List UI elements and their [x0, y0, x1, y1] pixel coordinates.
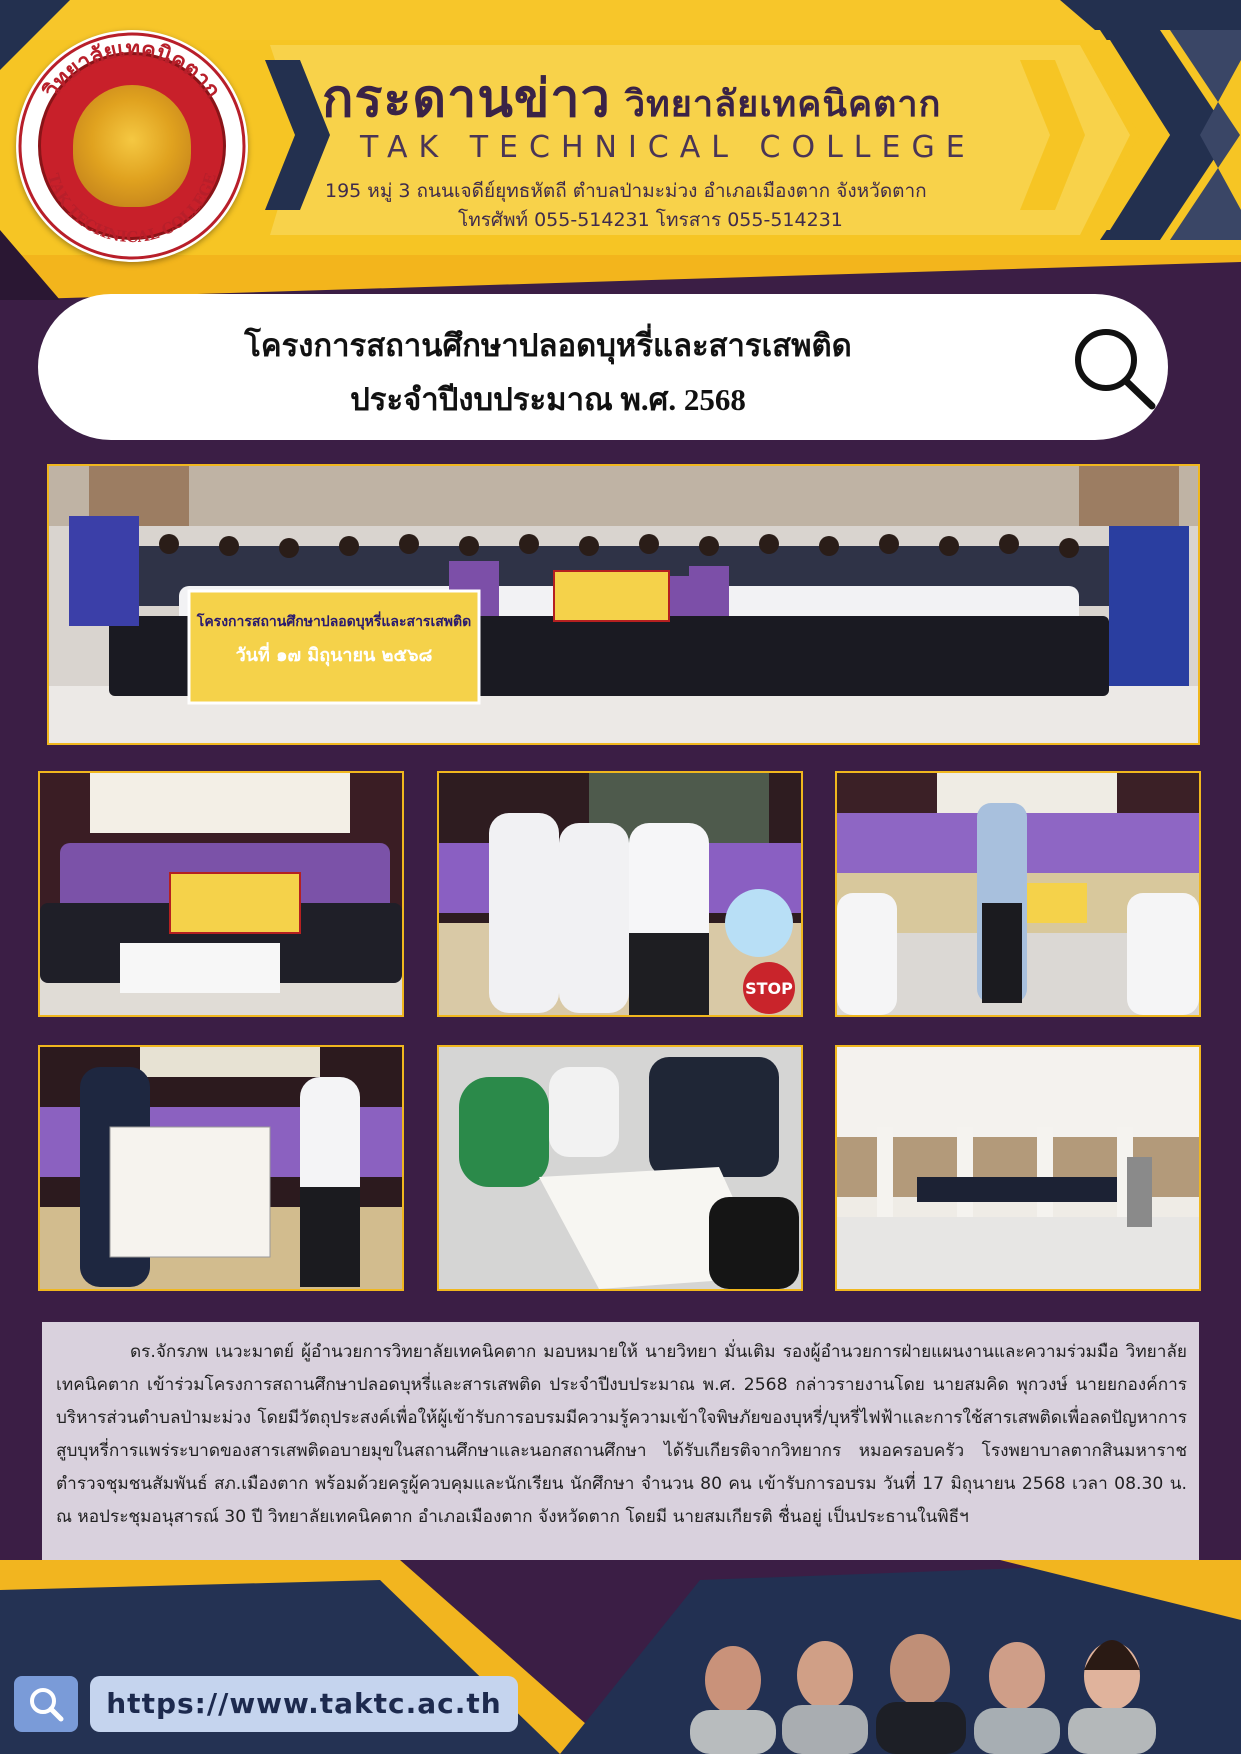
photo-poster-present — [38, 1045, 404, 1291]
svg-text:วิทยาลัยเทคนิคตาก — [39, 37, 225, 104]
search-icon — [1068, 324, 1158, 414]
banner-text-1: โครงการสถานศึกษาปลอดบุหรี่และสารเสพติด — [196, 614, 472, 630]
college-address: 195 หมู่ 3 ถนนเจดีย์ยุทธหัตถี ตำบลป่ามะม่วง อำเภอเมืองตาก จังหวัดตาก — [325, 180, 927, 202]
article-body — [42, 1322, 1199, 1570]
logo-ring-text — [16, 30, 248, 262]
college-name-en: TAK TECHNICAL COLLEGE — [360, 130, 976, 165]
footer-search-button[interactable] — [14, 1676, 78, 1732]
website-link[interactable] — [90, 1676, 518, 1732]
photo-scene — [837, 773, 1199, 1015]
header-banner — [0, 0, 1241, 300]
photo-speaker — [835, 771, 1201, 1017]
banner-text-2: วันที่ ๑๗ มิถุนายน ๒๕๖๘ — [235, 645, 433, 666]
search-icon — [14, 1676, 78, 1732]
photo-scene — [439, 1047, 801, 1289]
photo-group-work — [437, 1045, 803, 1291]
photo-group-small — [38, 771, 404, 1017]
footer — [0, 1560, 1241, 1754]
board-title-th: กระดานข่าว — [322, 69, 611, 129]
headline-pill — [38, 294, 1168, 440]
photo-scene — [40, 1047, 402, 1289]
svg-text:TAK TECHNICAL COLLEGE — [44, 171, 220, 246]
photo-role-play — [437, 771, 803, 1017]
website-url: https://www.taktc.ac.th — [106, 1687, 502, 1720]
college-name-th: วิทยาลัยเทคนิคตาก — [624, 84, 942, 125]
article-text: ดร.จักรภพ เนวะมาตย์ ผู้อำนวยการวิทยาลัยเทคนิคตาก มอบหมายให้ นายวิทยา มั่นเติม รองผู้อำนวยการฝ่ายแผนงานและความร่วมมือ วิทยาลัยเทคนิคตาก เข้าร่วมโครงการสถานศึกษาปลอดบุหรี่และสารเสพติด ประจำปีงบประมาณ พ.ศ. 2568 กล่าวรายงานโดย นายสมคิด พุกวงษ์ นายยกองค์การบริหารส่วนตำบลป่ามะม่วง โดยมีวัตถุประสงค์เพื่อให้ผู้เข้ารับการอบรมมีความรู้ความเข้าใจพิษภัยของบุหรี่/บุหรี่ไฟฟ้าและการใช้สารเสพติดเพื่อลดปัญหาการสูบบุหรี่การแพร่ระบาดของสารเสพติดอบายมุขในสถานศึกษาและนอกสถานศึกษา ได้รับเกียรติจากวิทยากร หมอครอบครัว โรงพยาบาลตากสินมหาราช ตำรวจชุมชนสัมพันธ์ สภ.เมืองตาก พร้อมด้วยครูผู้ควบคุมและนักเรียน นักศึกษา จำนวน 80 คน เข้ารับการอบรม วันที่ 17 มิถุนายน 2568 เวลา 08.30 น. ณ หอประชุมอนุสารณ์ 30 ปี วิทยาลัยเทคนิคตาก อำเภอเมืองตาก จังหวัดตาก โดยมี นายสมเกียรติ ชื่นอยู่ เป็นประธานในพิธีฯ — [56, 1342, 1187, 1527]
logo-text-top: วิทยาลัยเทคนิคตาก — [39, 36, 225, 103]
photo-hall-seating — [835, 1045, 1201, 1291]
group-photo-scene — [49, 466, 1198, 743]
college-phone: โทรศัพท์ 055-514231 โทรสาร 055-514231 — [458, 209, 843, 231]
main-group-photo — [47, 464, 1200, 745]
college-logo — [16, 30, 248, 262]
board-title — [322, 56, 941, 139]
photo-scene — [40, 773, 402, 1015]
headline-line-2: ประจำปีงบประมาณ พ.ศ. 2568 — [350, 382, 746, 417]
stop-sign-text: STOP — [745, 979, 793, 998]
photo-scene — [439, 773, 801, 1015]
headline-line-1: โครงการสถานศึกษาปลอดบุหรี่และสารเสพติด — [244, 328, 852, 363]
photo-scene — [837, 1047, 1199, 1289]
logo-text-bottom: TAK TECHNICAL COLLEGE — [44, 171, 220, 247]
